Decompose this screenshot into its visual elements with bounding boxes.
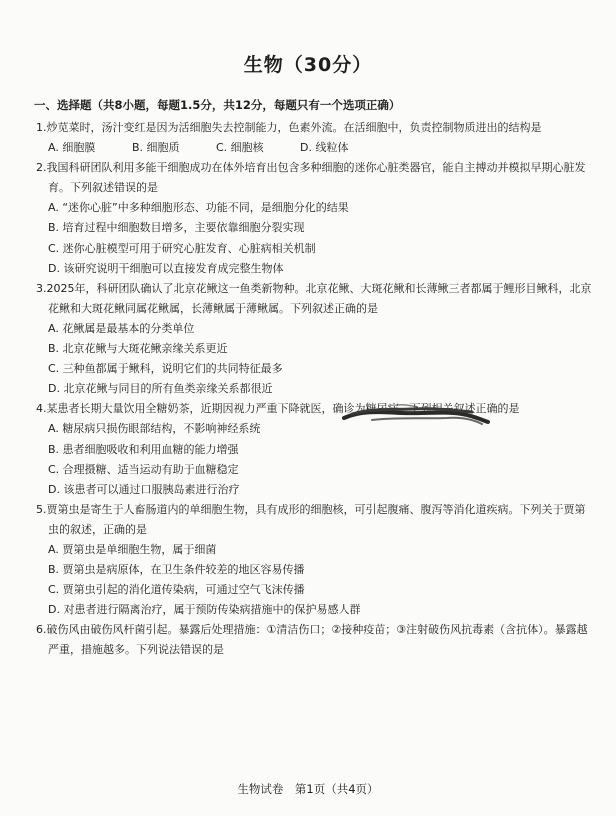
question-4-option-c: C. 合理摄糖、适当运动有助于血糖稳定	[48, 462, 239, 476]
question-5-stem: 5.贾第虫是寄生于人畜肠道内的单细胞生物，具有成形的细胞核，可引起腹痛、腹泻等消化道疾病。下列关于贾第虫的叙述，正确的是	[36, 502, 586, 536]
question-2-option-b: B. 培育过程中细胞数目增多，主要依靠细胞分裂实现	[48, 221, 305, 235]
question-1-option-b: B. 细胞质	[132, 141, 180, 155]
question-4-option-a: A. 糖尿病只损伤眼部结构，不影响神经系统	[48, 422, 261, 436]
question-3-option-c: C. 三种鱼都属于鳅科，说明它们的共同特征最多	[48, 362, 283, 376]
question-5-option-b: B. 贾第虫是病原体，在卫生条件较差的地区容易传播	[48, 563, 305, 577]
question-5-option-a: A. 贾第虫是单细胞生物，属于细菌	[48, 542, 217, 556]
question-6-stem: 6.破伤风由破伤风杆菌引起。暴露后处理措施：①清洁伤口；②接种疫苗；③注射破伤风抗毒素（含抗体）。暴露越严重，措施越多。下列说法错误的是	[36, 623, 588, 657]
question-5-option-d: D. 对患者进行隔离治疗，属于预防传染病措施中的保护易感人群	[48, 603, 361, 617]
question-1-option-d: D. 线粒体	[300, 141, 349, 155]
section-heading: 一、选择题（共8小题，每题1.5分，共12分，每题只有一个选项正确）	[34, 98, 401, 112]
question-4-stem: 4.某患者长期大量饮用全糖奶茶，近期因视力严重下降就医，确诊为糖尿病。下列相关叙述正确的是	[36, 402, 520, 416]
ink-scribble	[342, 400, 492, 430]
question-2-option-c: C. 迷你心脏模型可用于研究心脏发育、心脏病相关机制	[48, 241, 316, 255]
question-2-option-a: A. “迷你心脏”中多种细胞形态、功能不同，是细胞分化的结果	[48, 201, 349, 215]
question-1-option-c: C. 细胞核	[216, 141, 264, 155]
page-title: 生物（30分）	[243, 54, 373, 76]
question-4-option-b: B. 患者细胞吸收和利用血糖的能力增强	[48, 442, 239, 456]
question-3-option-d: D. 北京花鳅与同目的所有鱼类亲缘关系都很近	[48, 382, 273, 396]
question-list	[36, 118, 592, 661]
question-5-option-c: C. 贾第虫引起的消化道传染病，可通过空气飞沫传播	[48, 583, 305, 597]
question-3-option-b: B. 北京花鳅与大斑花鳅亲缘关系更近	[48, 342, 228, 356]
question-4-option-d: D. 该患者可以通过口服胰岛素进行治疗	[48, 482, 240, 496]
question-3-option-a: A. 花鳅属是最基本的分类单位	[48, 321, 195, 335]
page-footer: 生物试卷 第1页（共4页）	[237, 782, 379, 796]
question-1-stem: 1.炒苋菜时，汤汁变红是因为活细胞失去控制能力，色素外流。在活细胞中，负责控制物质进出的结构是	[36, 121, 542, 134]
question-2-option-d: D. 该研究说明干细胞可以直接发育成完整生物体	[48, 261, 284, 275]
question-1-option-a: A. 细胞膜	[48, 141, 96, 155]
question-3-stem: 3.2025年，科研团队确认了北京花鳅这一鱼类新物种。北京花鳅、大斑花鳅和长薄鳅三者都属于鲤形目鳅科，北京花鳅和大斑花鳅同属花鳅属，长薄鳅属于薄鳅属。下列叙述正确的是	[36, 281, 592, 315]
question-2-stem: 2.我国科研团队利用多能干细胞成功在体外培育出包含多种细胞的迷你心脏类器官，能自主搏动并模拟早期心脏发育。下列叙述错误的是	[36, 161, 586, 195]
question-1-options	[36, 138, 592, 158]
